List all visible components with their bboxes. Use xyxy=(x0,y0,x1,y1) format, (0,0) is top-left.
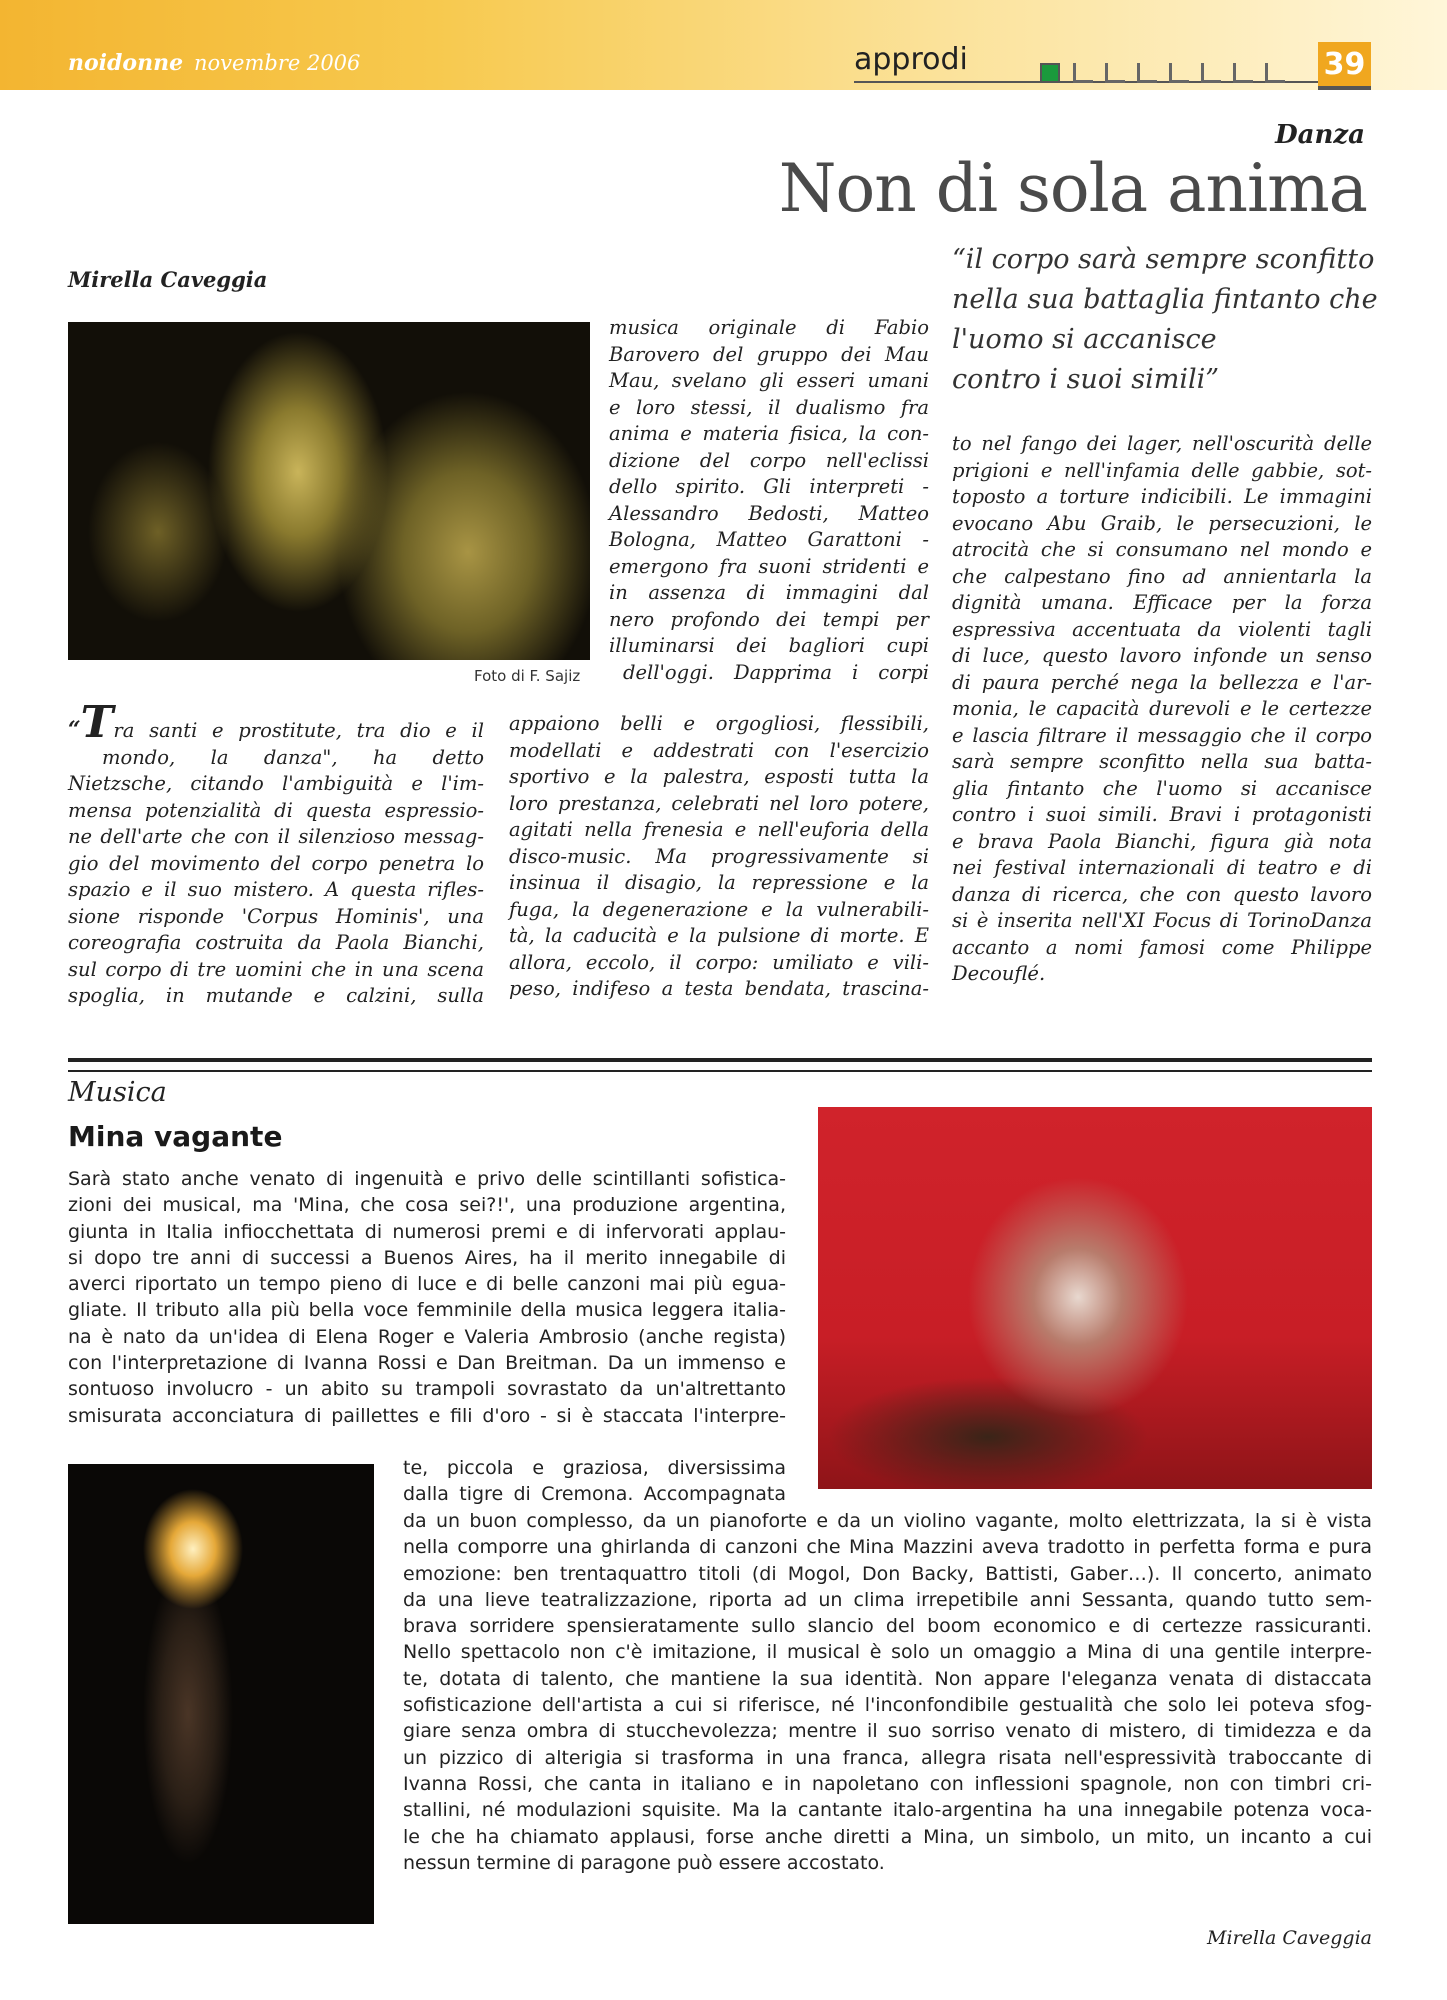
issue-date: novembre 2006 xyxy=(194,51,361,75)
text-line: si è inserita nell'XI Focus di TorinoDanza xyxy=(952,909,1372,932)
text-line: sportivo e la palestra, esposti tutta la xyxy=(509,765,929,788)
text-line: e loro stessi, il dualismo fra xyxy=(609,395,929,419)
text-line: te, dotata di talento, che mantiene la sua identità. Non appare l'eleganza venata di distaccata xyxy=(403,1667,1372,1690)
text-line: peso, indifeso a testa bendata, trascina- xyxy=(509,977,929,1000)
text-line: coreografia costruita da Paola Bianchi, xyxy=(68,931,484,954)
text-line: accanto a nomi famosi come Philippe xyxy=(952,935,1372,959)
text-line: si dopo tre anni di successi a Buenos Aires, ha il merito innegabile di xyxy=(68,1246,786,1269)
text-line: disco-music. Ma progressivamente si xyxy=(509,844,929,868)
dancers-photo xyxy=(68,322,590,660)
text-line: Barovero del gruppo dei Mau xyxy=(609,342,929,366)
article1-column-3 xyxy=(952,431,1372,988)
text-line: danza di ricerca, che con questo lavoro xyxy=(952,882,1372,906)
text-line: Bologna, Matteo Garattoni - xyxy=(609,528,929,551)
text-line: fuga, la degenerazione e la vulnerabili- xyxy=(509,897,929,921)
text-line: dignità umana. Efficace per la forza xyxy=(952,591,1372,614)
text-line: Nello spettacolo non c'è imitazione, il musical è solo un omaggio a Mina di una gentile interpre- xyxy=(403,1641,1372,1664)
text-line: loro prestanza, celebrati nel loro potere, xyxy=(509,791,929,815)
text-line: gliate. Il tributo alla più bella voce femminile della musica leggera italia- xyxy=(68,1299,786,1322)
text-line: glia fintanto che l'uomo si accanisce xyxy=(952,776,1372,800)
text-line: da un buon complesso, da un pianoforte e da un violino vagante, molto elettrizzata, la si è vista xyxy=(403,1510,1372,1532)
text-line: in assenza di immagini dal xyxy=(609,581,929,604)
text-line: sofisticazione dell'artista a cui si riferisce, né l'inconfondibile gestualità che solo lei poteva sfog- xyxy=(403,1694,1372,1717)
text-line: dello spirito. Gli interpreti - xyxy=(609,475,929,498)
text-line: che calpestano fino ad annientarla la xyxy=(952,564,1372,588)
text-line: dalla tigre di Cremona. Accompagnata xyxy=(403,1483,786,1506)
text-line: da una lieve teatralizzazione, riporta ad un clima irrepetibile anni Sessanta, quando tutto sem- xyxy=(403,1588,1372,1611)
text-line: di luce, questo lavoro infonde un senso xyxy=(952,644,1372,667)
text-line: gio del movimento del corpo penetra lo xyxy=(68,851,484,875)
text-line: espressiva accentuata da violenti tagli xyxy=(952,617,1372,641)
text-line: nessun termine di paragone può essere accostato. xyxy=(403,1851,885,1874)
article-title: Mina vagante xyxy=(68,1120,283,1153)
text-line: Nietzsche, citando l'ambiguità e l'im- xyxy=(68,772,484,795)
text-line: nella comporre una ghirlanda di canzoni che Mina Mazzini aveva tradotto in perfetta forma e pura xyxy=(403,1536,1372,1559)
section-divider xyxy=(68,1058,1372,1072)
quote-line: contro i suoi simili” xyxy=(952,364,1220,395)
text-fragment: ra santi e prostitute, tra dio e il xyxy=(113,719,484,742)
text-line: giunta in Italia infiocchettata di numerosi premi e di infervorati applau- xyxy=(68,1220,786,1243)
article2-column-wrap xyxy=(403,1455,786,1508)
text-line: un pizzico di alterigia si trasforma in una franca, allegra risata nell'espressività traboccante di xyxy=(403,1746,1372,1769)
text-line: dizione del corpo nell'eclissi xyxy=(609,448,929,472)
quote-line: nella sua battaglia fintanto che xyxy=(952,284,1378,315)
bracket-icon xyxy=(1201,63,1221,83)
text-line: toposto a torture indicibili. Le immagini xyxy=(952,485,1372,508)
text-line: giare senza ombra di stucchevolezza; mentre il suo sorriso venato di mistero, di timidezza e da xyxy=(403,1720,1372,1743)
text-line: contro i suoi simili. Bravi i protagonisti xyxy=(952,803,1372,826)
text-line: musica originale di Fabio xyxy=(609,316,929,339)
text-line xyxy=(68,697,484,748)
text-line: spoglia, in mutande e calzini, sulla xyxy=(68,984,484,1007)
page-number: 39 xyxy=(1318,42,1371,88)
article-kicker: Musica xyxy=(68,1077,167,1108)
text-line: to nel fango dei lager, nell'oscurità delle xyxy=(952,432,1372,455)
bracket-icon xyxy=(1137,63,1157,83)
text-line: smisurata acconciatura di paillettes e fili d'oro - si è staccata l'interpre- xyxy=(68,1404,786,1427)
text-line: illuminarsi dei bagliori cupi xyxy=(609,634,929,657)
text-line: sarà sempre sconfitto nella sua batta- xyxy=(952,750,1372,773)
text-line: agitati nella frenesia e nell'euforia della xyxy=(509,818,929,841)
text-line: Ivanna Rossi, che canta in italiano e in napoletano con inflessioni spagnole, non con timbri cri- xyxy=(403,1772,1372,1795)
magazine-name: noidonne xyxy=(68,50,184,76)
text-line: con l'interpretazione di Ivanna Rossi e Dan Breitman. Da un immenso e xyxy=(68,1352,786,1375)
opening-quote: “ xyxy=(68,717,81,743)
text-line: appaiono belli e orgogliosi, flessibili, xyxy=(509,712,929,735)
text-line: sontuoso involucro - un abito su trampoli sovrastato da un'altrettanto xyxy=(68,1378,786,1401)
text-line: monia, le capacità durevoli e le certezze xyxy=(952,697,1372,720)
article1-column-2 xyxy=(609,315,929,686)
article-author: Mirella Caveggia xyxy=(68,267,268,292)
text-line: na è nato da un'idea di Elena Roger e Valeria Ambrosio (anche regista) xyxy=(68,1325,786,1348)
quote-line: “il corpo sarà sempre sconfitto xyxy=(952,244,1375,275)
text-line: tà, la caducità e la pulsione di morte. E xyxy=(509,924,929,947)
text-line: di paura perché nega la bellezza e l'ar- xyxy=(952,670,1372,694)
stage-performer-photo xyxy=(818,1107,1372,1489)
header-bar xyxy=(0,0,1447,90)
text-line: insinua il disagio, la repressione e la xyxy=(509,871,929,894)
green-square-icon xyxy=(1040,63,1060,83)
text-line: emergono fra suoni stridenti e xyxy=(609,554,929,578)
text-line: spazio e il suo mistero. A questa rifles- xyxy=(68,878,484,901)
text-line: nei festival internazionali di teatro e di xyxy=(952,856,1372,879)
pull-quote xyxy=(952,240,1378,400)
text-line: modellati e addestrati con l'esercizio xyxy=(509,738,929,762)
bracket-icon xyxy=(1105,63,1125,83)
photo-caption: Foto di F. Sajiz xyxy=(474,667,581,685)
bracket-icon xyxy=(1169,63,1189,83)
text-line: prigioni e nell'infamia delle gabbie, sot- xyxy=(952,458,1372,482)
text-line: allora, eccolo, il corpo: umiliato e vili- xyxy=(509,950,929,974)
text-line: Sarà stato anche venato di ingenuità e privo delle scintillanti sofistica- xyxy=(68,1168,786,1190)
article1-column-1 xyxy=(68,697,484,1010)
text-line: anima e materia fisica, la con- xyxy=(609,422,929,445)
text-line: te, piccola e graziosa, diversissima xyxy=(403,1457,786,1479)
costume-photo xyxy=(68,1464,374,1924)
quote-line: l'uomo si accanisce xyxy=(952,324,1217,355)
page-number-rule xyxy=(1318,86,1371,90)
text-line: nero profondo dei tempi per xyxy=(609,607,929,631)
text-line: Decouflé. xyxy=(952,962,1046,985)
text-line: e brava Paola Bianchi, figura già nota xyxy=(952,829,1372,853)
text-line: evocano Abu Graib, le persecuzioni, le xyxy=(952,511,1372,535)
bracket-icon xyxy=(1265,63,1285,83)
bracket-icon xyxy=(1233,63,1253,83)
bracket-icon xyxy=(1073,63,1093,83)
text-line: le che ha chiamato applausi, forse anche diretti a Mina, un simbolo, un mito, un incanto a cui xyxy=(403,1825,1372,1848)
text-line: e lascia filtrare il messaggio che il corpo xyxy=(952,723,1372,747)
text-line: zioni dei musical, ma 'Mina, che cosa sei?!', una produzione argentina, xyxy=(68,1194,786,1217)
text-line: mondo, la danza", ha detto xyxy=(102,745,484,769)
text-line: Alessandro Bedosti, Matteo xyxy=(609,501,929,525)
text-line: emozione: ben trentaquattro titoli (di Mogol, Don Backy, Battisti, Gaber…). Il concerto, animato xyxy=(403,1562,1372,1585)
section-name: approdi xyxy=(854,42,968,77)
text-line: sul corpo di tre uomini che in una scena xyxy=(68,957,484,981)
article2-column-bottom xyxy=(403,1508,1372,1876)
text-line: stallini, né modulazioni squisite. Ma la cantante italo-argentina ha una innegabile potenza voca- xyxy=(403,1799,1372,1822)
text-line: atrocità che si consumano nel mondo e xyxy=(952,538,1372,561)
article2-column-top xyxy=(68,1166,786,1429)
text-line: sione risponde 'Corpus Hominis', una xyxy=(68,904,484,928)
text-line: dell'oggi. Dapprima i corpi xyxy=(623,660,929,684)
article-title: Non di sola anima xyxy=(778,150,1367,227)
text-line: Mau, svelano gli esseri umani xyxy=(609,369,929,392)
text-line: averci riportato un tempo pieno di luce e di belle canzoni mai più egua- xyxy=(68,1273,786,1296)
text-line: ne dell'arte che con il silenzioso messag- xyxy=(68,825,484,848)
text-line: brava sorridere spensieratamente sullo slancio del boom economico e di certezze rassicuranti. xyxy=(403,1615,1372,1638)
article1-column-2-continued xyxy=(509,711,929,1003)
article-author: Mirella Caveggia xyxy=(1207,1927,1372,1949)
text-line: mensa potenzialità di questa espressio- xyxy=(68,798,484,822)
drop-cap-letter: T xyxy=(80,697,114,748)
drop-cap xyxy=(68,697,113,748)
article-kicker: Danza xyxy=(1275,120,1365,150)
